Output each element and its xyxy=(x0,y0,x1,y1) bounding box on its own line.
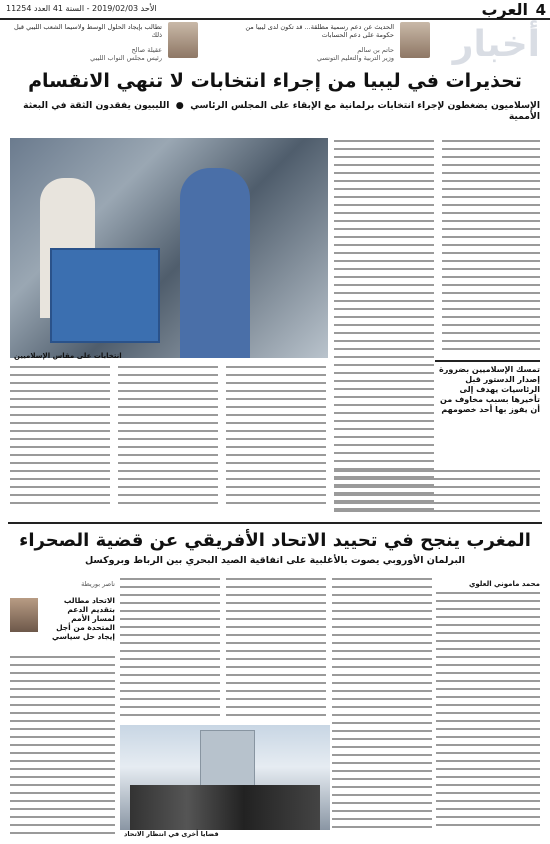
masthead xyxy=(0,0,550,20)
quote-box xyxy=(8,22,198,64)
left-column-body xyxy=(10,656,115,838)
columnist-name: ناصر بوريطة xyxy=(81,580,115,588)
quote-author xyxy=(12,46,162,62)
photo-caption: انتخابات على مقاس الإسلاميين xyxy=(14,352,122,360)
article-body-columns-tail xyxy=(334,470,540,520)
dateline: الأحد 2019/02/03 - السنة 41 العدد 11254 xyxy=(6,4,157,13)
article-headline: المغرب ينجح في تحييد الاتحاد الأفريقي عن قضية الصحراء xyxy=(19,530,531,551)
subhead-part-b: الليبيون يفقدون الثقة في البعثة الأممية xyxy=(23,100,540,122)
article2-photo xyxy=(120,725,330,830)
columnist-quote: الاتحاد مطالب بتقديم الدعم لمسار الأمم المتحدة من أجل إيجاد حل سياسي xyxy=(52,596,115,641)
subhead-part-a: الإسلاميون يضغطون لإجراء انتخابات برلمانية مع الإبقاء على المجلس الرئاسي xyxy=(190,100,540,111)
quote-author-role: وزير التربية والتعليم التونسي xyxy=(316,54,394,62)
portrait-photo xyxy=(400,22,430,58)
byline: محمد ماموني العلوي xyxy=(468,580,540,588)
pull-quote: تمسك الإسلاميين بضرورة إصدار الدستور قبل الرئاسيات يهدف إلى تأخيرها بسبب مخاوف من أن يفوز بها أحد خصومهم xyxy=(435,360,540,415)
quote-text: الحديث عن دعم رسمية مطلقة... قد تكون لدى ليبيا من حكومة على دعم الحسابات xyxy=(245,23,394,39)
article-headline: تحذيرات في ليبيا من إجراء انتخابات لا تنهي الانقسام xyxy=(28,70,522,92)
newspaper-logo: العرب xyxy=(481,0,528,19)
article-body-columns xyxy=(334,140,540,520)
quote-author-name: حاتم بن سالم xyxy=(357,46,394,54)
article-intro xyxy=(334,122,540,134)
columnist-photo xyxy=(10,598,38,632)
photo-people xyxy=(130,785,320,830)
photo-caption: قضايا أخرى في انتظار الاتحاد xyxy=(124,830,219,838)
quote-author-name: عقيلة صالح xyxy=(131,46,162,54)
quote-text: تطالب بإيجاد الحلول الوسط ولاسيما الشعب الليبي قبل ذلك xyxy=(14,23,162,39)
ballot-box xyxy=(50,248,160,343)
article-body-columns-lower xyxy=(10,366,330,516)
photo-figure xyxy=(180,168,250,358)
article-subhead: البرلمان الأوروبي يصوت بالأغلبية على اتفاقية الصيد البحري بين الرباط وبروكسل xyxy=(84,555,466,566)
section-divider xyxy=(8,522,542,524)
columnist-box xyxy=(10,580,115,650)
page-number: 4 xyxy=(535,1,546,19)
portrait-photo xyxy=(168,22,198,58)
quote-author-role: رئيس مجلس النواب الليبي xyxy=(90,54,162,62)
section-label: أخبار xyxy=(452,24,540,65)
article-photo xyxy=(10,138,328,358)
quote-box xyxy=(200,22,430,64)
article-subhead: الإسلاميون يضغطون لإجراء انتخابات برلمانية مع الإبقاء على المجلس الرئاسي ● الليبيون يفقدون الثقة في البعثة الأممية xyxy=(23,100,540,122)
quote-author xyxy=(244,46,394,62)
